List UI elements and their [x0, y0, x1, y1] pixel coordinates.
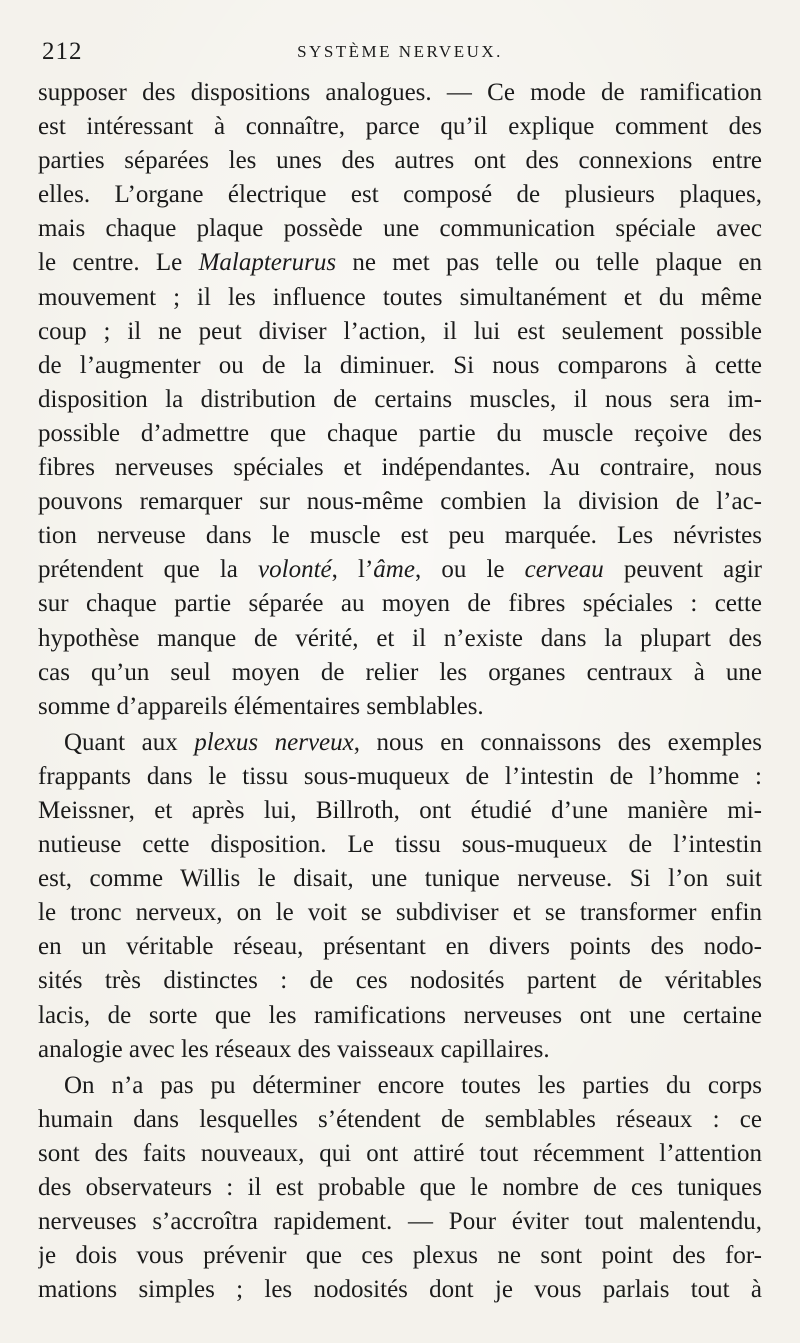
text-segment: cas qu’un seul moyen de relier les organes centraux à une [38, 658, 762, 686]
text-line [38, 760, 762, 794]
text-segment: de l’augmenter ou de la diminuer. Si nous comparons à cette [38, 351, 762, 379]
text-line [38, 519, 762, 553]
text-line [38, 451, 762, 485]
text-segment: le tronc nerveux, on le voit se subdiviser et se transformer enfin [38, 899, 762, 927]
body-text [38, 76, 762, 1307]
text-segment: hypothèse manque de vérité, et il n’existe dans la plupart des [38, 624, 762, 652]
text-segment: je dois vous prévenir que ces plexus ne sont point des for- [38, 1242, 762, 1270]
text-line [38, 1137, 762, 1171]
text-segment: Meissner, et après lui, Billroth, ont étudié d’une manière mi- [38, 796, 762, 824]
italic-text: Malapterurus [198, 249, 337, 277]
text-segment: ne met pas telle ou telle plaque en [336, 249, 762, 277]
running-header [38, 30, 762, 70]
text-line [38, 828, 762, 862]
text-segment: le centre. Le [38, 249, 199, 277]
text-line [38, 349, 762, 383]
text-segment: somme d’appareils élémentaires semblables. [38, 692, 484, 720]
italic-text: volonté [258, 556, 332, 584]
text-line [38, 999, 762, 1033]
text-segment: en un véritable réseau, présentant en divers points des nodo- [38, 933, 762, 961]
text-segment: peuvent agir [603, 556, 762, 584]
text-segment: , l’ [331, 556, 374, 584]
text-line [38, 930, 762, 964]
text-segment: On n’a pas pu déterminer encore toutes les parties du corps [64, 1071, 762, 1099]
text-segment: Quant aux [64, 728, 195, 756]
text-segment: analogie avec les réseaux des vaisseaux capillaires. [38, 1035, 550, 1063]
text-line [38, 656, 762, 690]
text-segment: est, comme Willis le disait, une tunique nerveuse. Si l’on suit [38, 865, 762, 893]
text-line [38, 794, 762, 828]
text-segment: pouvons remarquer sur nous-même combien la division de l’ac- [38, 488, 762, 516]
text-line [38, 76, 762, 110]
text-line [38, 690, 762, 724]
text-line [38, 862, 762, 896]
text-line [38, 144, 762, 178]
text-segment: parties séparées les unes des autres ont des connexions entre [38, 147, 762, 175]
paragraph [38, 76, 762, 724]
running-title: SYSTÈME NERVEUX. [297, 42, 503, 61]
text-segment: , ou le [414, 556, 525, 584]
text-line [38, 587, 762, 621]
text-line [38, 726, 762, 760]
text-line [38, 553, 762, 587]
text-line [38, 896, 762, 930]
text-line [38, 212, 762, 246]
text-line [38, 1273, 762, 1307]
text-line [38, 1171, 762, 1205]
text-line [38, 1205, 762, 1239]
text-segment: possible d’admettre que chaque partie du muscle reçoive des [38, 419, 762, 447]
text-line [38, 110, 762, 144]
italic-text: cerveau [524, 556, 604, 584]
text-line [38, 1103, 762, 1137]
text-segment: , nous en connaissons des exemples [353, 728, 762, 756]
text-segment: fibres nerveuses spéciales et indépendantes. Au contraire, nous [38, 454, 762, 482]
paragraph [38, 726, 762, 1067]
paragraph [38, 1069, 762, 1308]
text-segment: mouvement ; il les influence toutes simultanément et du même [38, 283, 762, 311]
text-line [38, 485, 762, 519]
text-segment: supposer des dispositions analogues. — Ce mode de ramification [38, 79, 762, 106]
text-segment: coup ; il ne peut diviser l’action, il lui est seulement possible [38, 317, 762, 345]
text-line [38, 1033, 762, 1067]
text-line [38, 383, 762, 417]
text-segment: lacis, de sorte que les ramifications nerveuses ont une certaine [38, 1001, 762, 1029]
text-segment: tion nerveuse dans le muscle est peu marquée. Les névristes [38, 522, 762, 550]
text-segment: sur chaque partie séparée au moyen de fibres spéciales : cette [38, 590, 762, 618]
text-line [38, 246, 762, 280]
page-number: 212 [42, 38, 83, 65]
text-line [38, 417, 762, 451]
italic-text: âme [373, 556, 415, 584]
text-segment: des observateurs : il est probable que le nombre de ces tuniques [38, 1174, 762, 1201]
text-line [38, 315, 762, 349]
text-line [38, 1239, 762, 1273]
text-segment: mais chaque plaque possède une communication spéciale avec [38, 215, 762, 243]
text-segment: elles. L’organe électrique est composé de plusieurs plaques, [38, 181, 762, 209]
text-segment: mations simples ; les nodosités dont je vous parlais tout à [38, 1276, 762, 1304]
text-segment: nerveuses s’accroîtra rapidement. — Pour éviter tout malentendu, [38, 1208, 762, 1236]
text-line [38, 964, 762, 998]
text-segment: frappants dans le tissu sous-muqueux de l’intestin de l’homme : [38, 762, 762, 790]
text-line [38, 281, 762, 315]
text-segment: est intéressant à connaître, parce qu’il explique comment des [38, 113, 762, 141]
text-segment: disposition la distribution de certains muscles, il nous sera im- [38, 385, 762, 413]
text-line [38, 1069, 762, 1103]
text-segment: prétendent que la [38, 556, 259, 584]
text-segment: humain dans lesquelles s’étendent de semblables réseaux : ce [38, 1105, 762, 1133]
text-line [38, 622, 762, 656]
text-line [38, 178, 762, 212]
text-segment: nutieuse cette disposition. Le tissu sous-muqueux de l’intestin [38, 831, 762, 859]
italic-text: plexus nerveux [194, 728, 354, 756]
text-segment: sont des faits nouveaux, qui ont attiré tout récemment l’attention [38, 1139, 762, 1167]
text-segment: sités très distinctes : de ces nodosités partent de véritables [38, 967, 762, 995]
